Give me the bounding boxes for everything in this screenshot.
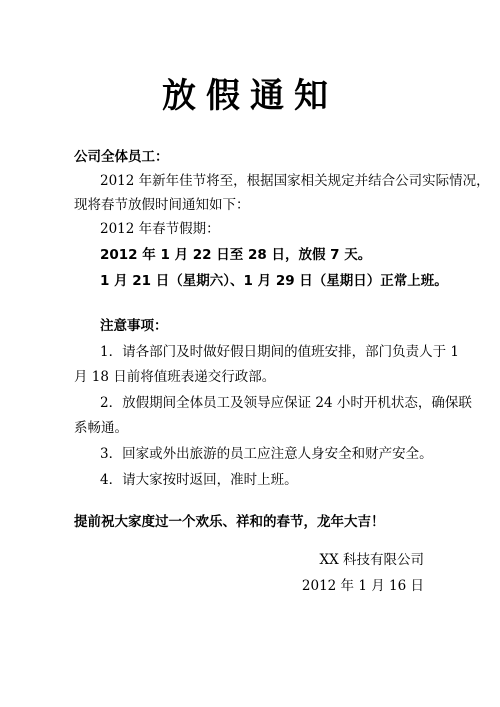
note-4: 4．请大家按时返回，准时上班。 — [100, 472, 298, 488]
notice-date: 2012 年 1 月 16 日 — [301, 578, 424, 594]
intro-line-2: 现将春节放假时间通知如下： — [74, 197, 250, 213]
intro-line-1: 2012 年新年佳节将至，根据国家相关规定并结合公司实际情况， — [100, 173, 490, 189]
note-1-line-1: 1．请各部门及时做好假日期间的值班安排，部门负责人于 1 — [100, 344, 459, 360]
page-title: 放假通知 — [162, 76, 338, 116]
holiday-dates: 2012 年 1 月 22 日至 28 日，放假 7 天。 — [100, 247, 372, 263]
holiday-greeting: 提前祝大家度过一个欢乐、祥和的春节，龙年大吉！ — [74, 514, 385, 530]
notes-heading: 注意事项： — [100, 318, 168, 334]
note-1-line-2: 月 18 日前将值班表递交行政部。 — [74, 369, 276, 385]
note-2-line-2: 系畅通。 — [74, 420, 128, 436]
note-2-line-1: 2．放假期间全体员工及领导应保证 24 小时开机状态，确保联 — [100, 395, 472, 411]
company-name: XX 科技有限公司 — [319, 552, 424, 568]
workdays-notice: 1 月 21 日（星期六）、1 月 29 日（星期日）正常上班。 — [100, 273, 448, 289]
salutation: 公司全体员工： — [74, 149, 169, 165]
note-3: 3．回家或外出旅游的员工应注意人身安全和财产安全。 — [100, 446, 433, 462]
holiday-label: 2012 年春节假期： — [100, 221, 220, 237]
